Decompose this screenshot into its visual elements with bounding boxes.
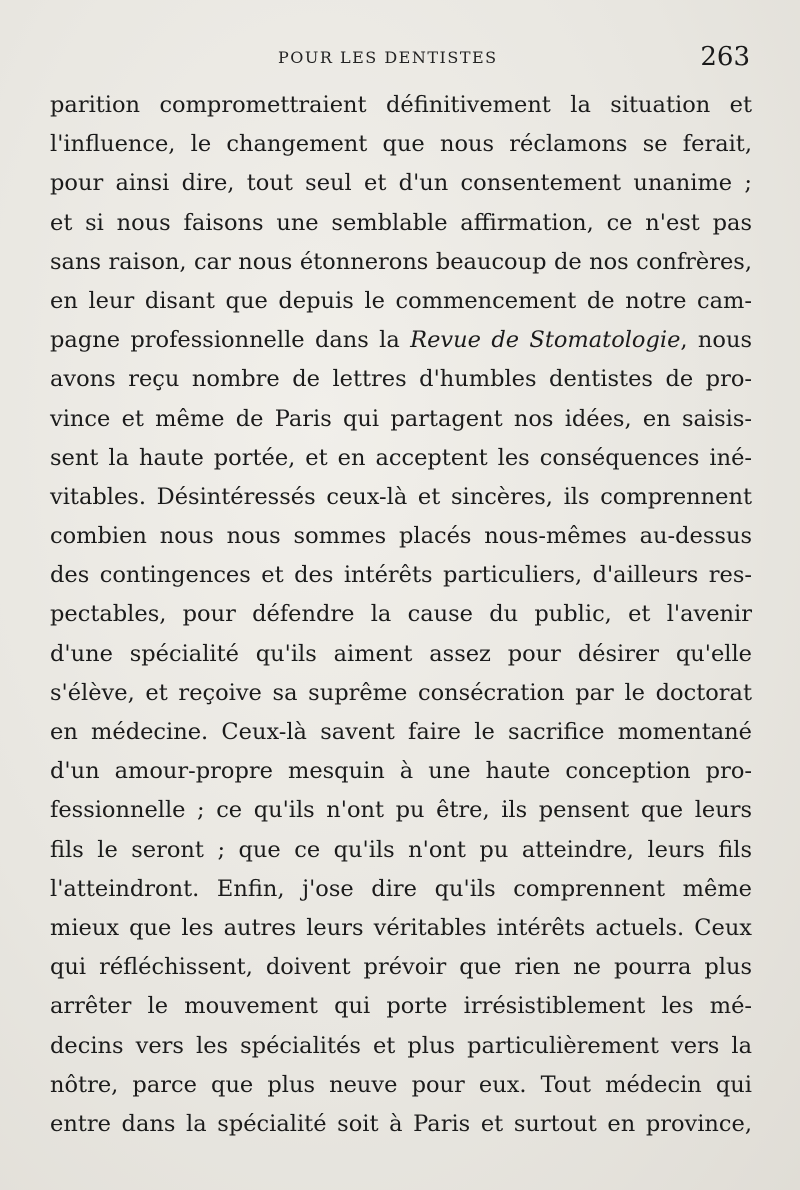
text-line-9: vince et même de Paris qui partagent nos idées, en saisis- <box>50 405 752 432</box>
text-line-2: l'influence, le changement que nous réclamons se ferait, <box>50 131 752 158</box>
running-title: POUR LES DENTISTES <box>278 48 498 67</box>
text-line-16: s'élève, et reçoive sa suprême consécration par le doctorat <box>50 679 752 706</box>
text-line-20: fils le seront ; que ce qu'ils n'ont pu atteindre, leurs fils <box>50 836 752 863</box>
text-line-21: l'atteindront. Enfin, j'ose dire qu'ils comprennent même <box>50 875 752 902</box>
text-line-11: vitables. Désintéressés ceux-là et sincères, ils comprennent <box>50 483 752 510</box>
text-line-7-end: , nous <box>680 327 753 354</box>
text-line-4: et si nous faisons une semblable affirmation, ce n'est pas <box>50 209 752 236</box>
text-line-18: d'un amour-propre mesquin à une haute conception pro- <box>50 758 752 785</box>
text-line-23: qui réfléchissent, doivent prévoir que rien ne pourra plus <box>50 954 752 981</box>
text-line-13: des contingences et des intérêts particuliers, d'ailleurs res- <box>50 562 752 589</box>
text-line-19: fessionnelle ; ce qu'ils n'ont pu être, ils pensent que leurs <box>50 797 752 824</box>
text-line-12: combien nous nous sommes placés nous-mêmes au-dessus <box>50 523 752 550</box>
text-line-22: mieux que les autres leurs véritables intérêts actuels. Ceux <box>50 914 752 941</box>
text-line-6: en leur disant que depuis le commencement de notre cam- <box>50 287 752 314</box>
text-line-27: entre dans la spécialité soit à Paris et surtout en province, <box>50 1110 752 1137</box>
text-line-7 <box>50 321 752 360</box>
text-line-26: nôtre, parce que plus neuve pour eux. Tout médecin qui <box>50 1071 752 1098</box>
text-line-7-start: pagne professionnelle dans la <box>50 327 400 354</box>
text-line-10: sent la haute portée, et en acceptent les conséquences iné- <box>50 444 752 471</box>
text-line-3: pour ainsi dire, tout seul et d'un consentement unanime ; <box>50 170 752 197</box>
body-text <box>50 86 752 1144</box>
text-line-8: avons reçu nombre de lettres d'humbles dentistes de pro- <box>50 366 752 393</box>
text-line-14: pectables, pour défendre la cause du public, et l'avenir <box>50 601 752 628</box>
text-line-25: decins vers les spécialités et plus particulièrement vers la <box>50 1032 752 1059</box>
running-head <box>50 42 752 82</box>
text-line-1: parition compromettraient définitivement la situation et <box>50 92 752 118</box>
text-line-15: d'une spécialité qu'ils aiment assez pour désirer qu'elle <box>50 640 752 667</box>
text-line-17: en médecine. Ceux-là savent faire le sacrifice momentané <box>50 719 752 745</box>
journal-title: Revue de Stomatologie <box>410 327 681 354</box>
text-line-5: sans raison, car nous étonnerons beaucoup de nos confrères, <box>50 248 752 275</box>
text-line-24: arrêter le mouvement qui porte irrésistiblement les mé- <box>50 993 752 1020</box>
page-number: 263 <box>700 42 750 72</box>
